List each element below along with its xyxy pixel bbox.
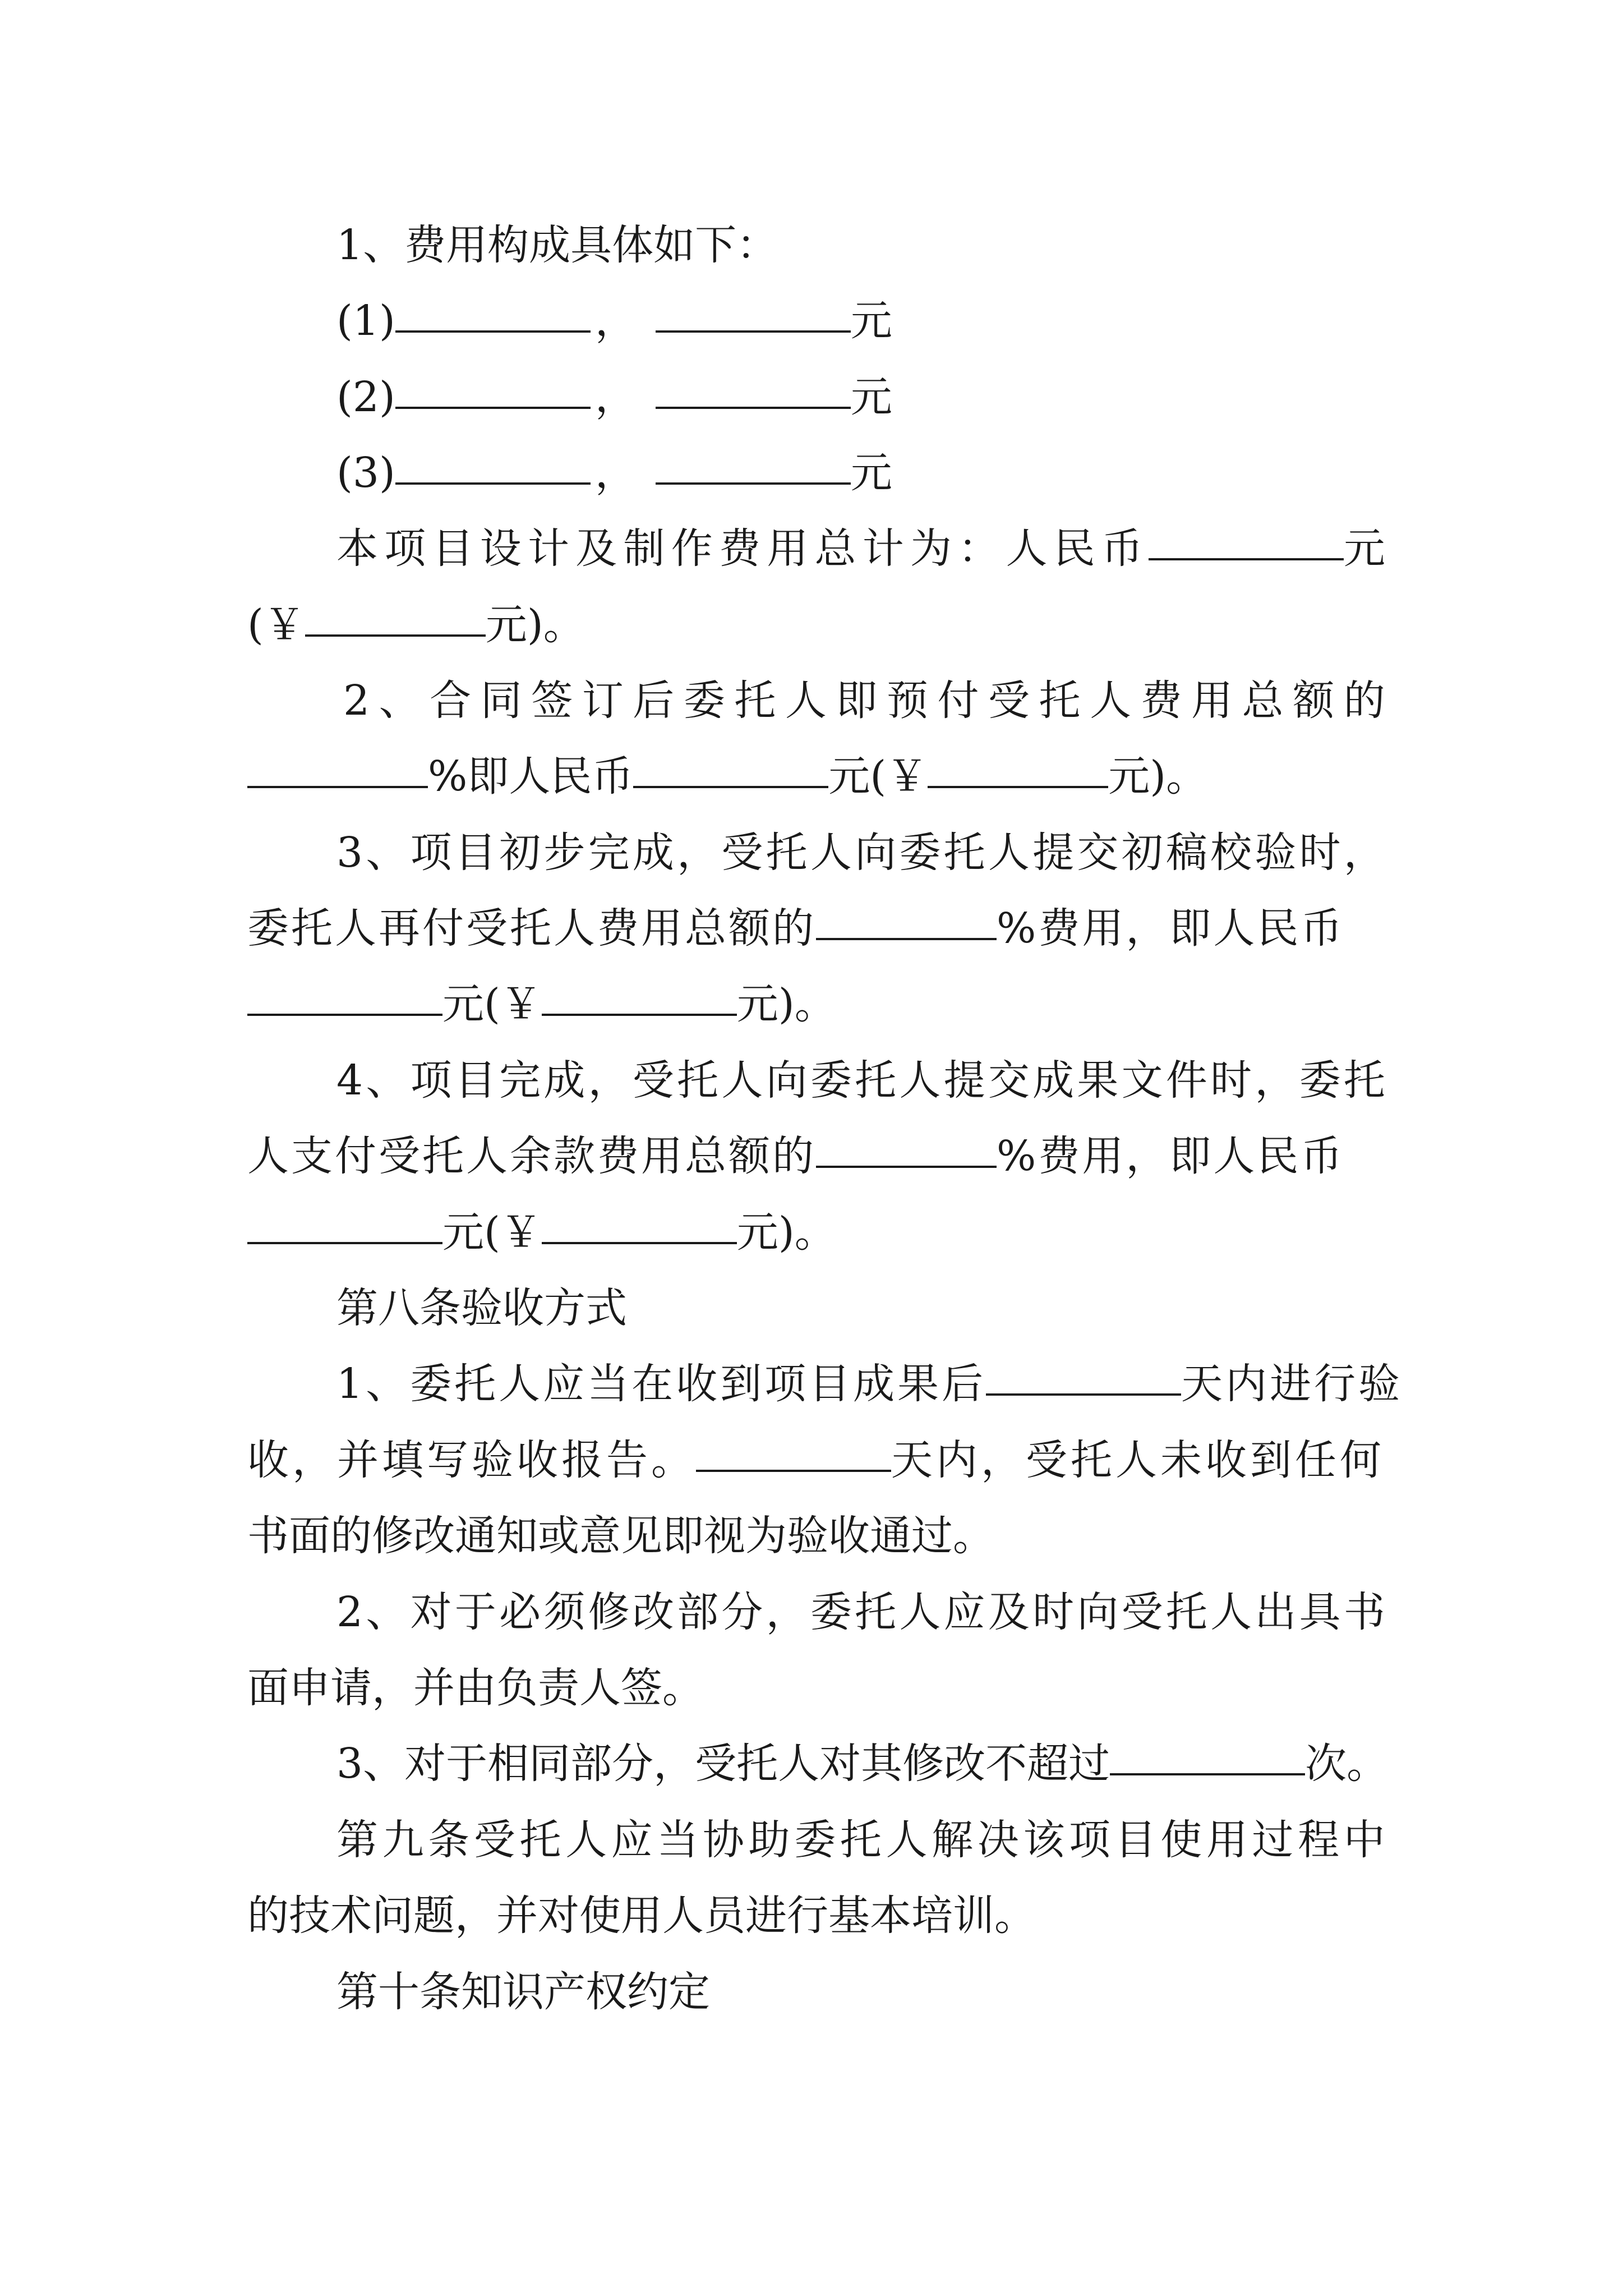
article-8-item-1-line-3: [247, 1511, 1386, 1561]
text-char: 托: [855, 1056, 897, 1105]
text-char: 人: [988, 829, 1030, 877]
text-char: 2: [336, 1588, 363, 1636]
fee-item-1-separator: ，: [594, 297, 637, 345]
text-char: 人: [565, 1816, 607, 1864]
text-char: 付: [937, 677, 979, 725]
text-char: 为: [910, 524, 952, 573]
clause-3-line-2: [247, 903, 1386, 954]
text-char: 委: [1299, 1056, 1341, 1105]
text-char: 向: [766, 1056, 808, 1105]
text-char: 即: [836, 677, 878, 725]
article-8-days-blank: [986, 1360, 1181, 1396]
text-char: 该: [1023, 1816, 1065, 1864]
text-char: 受: [1121, 1588, 1163, 1636]
clause-4-text: [336, 1055, 1385, 1106]
text-char: 改: [632, 1588, 674, 1636]
article-8-item-1-line-1: [336, 1359, 1475, 1409]
text-char: 提: [943, 1056, 985, 1105]
text-char: ，: [677, 829, 719, 877]
article-8-notice-days-blank: [696, 1436, 891, 1472]
clause-3-text: [336, 827, 1385, 878]
article-8-item-3-prefix: 3、对于相同部分，受托人对其修改不超过: [336, 1740, 1110, 1788]
fee-item-3-amount-blank: [656, 449, 851, 485]
clause-3-prefix: 委托人再付受托人费用总额的: [247, 904, 816, 953]
article-8-item-1-line-2: [247, 1435, 1386, 1485]
text-char: 向: [1077, 1588, 1119, 1636]
text-char: 委: [899, 829, 941, 877]
clause-2-percent-blank: [247, 752, 428, 788]
text-char: 出: [1255, 1588, 1297, 1636]
article-8-revision-count-blank: [1110, 1740, 1305, 1775]
fee-item-2-separator: ，: [594, 373, 637, 421]
text-char: 人: [886, 1816, 928, 1864]
text-char: 、: [379, 677, 421, 725]
fee-total-line: [336, 523, 1385, 574]
text-char: 书: [1343, 1588, 1385, 1636]
text-char: 对: [410, 1588, 452, 1636]
text-char: 托: [855, 1588, 897, 1636]
text-char: 受: [473, 1816, 515, 1864]
text-char: 后: [633, 677, 675, 725]
clause-3-end: 元)。: [736, 980, 836, 1028]
clause-3-amount-blank: [247, 980, 442, 1016]
article-8-item-1-line-2-prefix: 收，并填写验收报告。: [247, 1436, 696, 1484]
text-char: 须: [543, 1588, 585, 1636]
article-8-item-2-line-2: [247, 1663, 1386, 1713]
fee-item-1-name-blank: [395, 297, 591, 333]
text-char: 托: [677, 1056, 719, 1105]
clause-2-percent-rmb: %即人民币: [428, 752, 634, 800]
text-char: 受: [988, 677, 1030, 725]
article-8-item-2-text: [336, 1587, 1385, 1637]
text-char: 托: [519, 1816, 561, 1864]
text-char: 托: [734, 677, 776, 725]
text-char: ，: [766, 1588, 808, 1636]
fee-heading-text: 1、费用构成具体如下：: [336, 221, 778, 269]
text-char: 3: [336, 829, 363, 877]
text-char: 本: [336, 524, 378, 573]
text-char: 程: [1298, 1816, 1340, 1864]
clause-4-percent-blank: [816, 1132, 997, 1168]
text-char: 设: [479, 524, 522, 573]
text-char: 计: [862, 524, 904, 573]
clause-4-prefix: 人支付受托人余款费用总额的: [247, 1132, 816, 1180]
text-char: 民: [1053, 524, 1095, 573]
text-char: 人: [1210, 1588, 1252, 1636]
fee-total-amount: [1149, 523, 1385, 574]
text-char: 2: [343, 677, 370, 725]
clause-3-rmb-blank: [542, 980, 737, 1016]
text-char: 及: [988, 1588, 1030, 1636]
text-char: ，: [1255, 1056, 1297, 1105]
text-char: 同: [480, 677, 522, 725]
text-char: 果: [1077, 1056, 1119, 1105]
text-char: 4: [336, 1056, 363, 1105]
text-char: 稿: [1165, 829, 1207, 877]
text-char: 应: [943, 1588, 985, 1636]
text-char: 目: [454, 829, 496, 877]
article-9-text: [336, 1815, 1385, 1865]
clause-2-line-1: [343, 675, 1385, 726]
text-char: 成: [543, 1056, 585, 1105]
text-char: 项: [410, 1056, 452, 1105]
clause-3-line-1: [336, 827, 1385, 878]
text-char: 人: [1006, 524, 1048, 573]
text-char: 文: [1121, 1056, 1163, 1105]
text-char: 托: [766, 829, 808, 877]
text-char: 目: [432, 524, 474, 573]
clause-4-rmb-blank: [542, 1208, 737, 1244]
text-char: 总: [814, 524, 856, 573]
article-8-item-3: [336, 1738, 1475, 1789]
text-char: 项: [1069, 1816, 1110, 1864]
clause-4-yuan-rmb: 元(￥: [442, 1208, 542, 1257]
text-char: 九: [382, 1816, 424, 1864]
text-char: 用: [767, 524, 809, 573]
article-8-item-3-suffix: 次。: [1305, 1740, 1389, 1788]
fee-item-2: [336, 372, 1475, 422]
text-char: 完: [588, 829, 630, 877]
text-char: 步: [543, 829, 585, 877]
text-char: ，: [588, 1056, 630, 1105]
text-char: 中: [1343, 1816, 1385, 1864]
fee-item-1-number: (1): [336, 297, 395, 345]
text-char: 、: [366, 829, 408, 877]
article-8-item-2-line-2-text: 面申请，并由负责人签。: [247, 1664, 704, 1712]
fee-item-2-unit: 元: [850, 373, 892, 421]
text-char: 受: [721, 829, 763, 877]
text-char: 费: [1140, 677, 1182, 725]
text-char: 部: [677, 1588, 719, 1636]
text-char: 总: [1242, 677, 1284, 725]
article-8-item-1-line-2-suffix: 天内，受托人未收到任何: [891, 1436, 1385, 1484]
text-char: 时: [1032, 1588, 1075, 1636]
text-char: 校: [1210, 829, 1252, 877]
text-char: 分: [721, 1588, 763, 1636]
text-char: ：: [958, 524, 1000, 573]
text-char: 人: [810, 829, 852, 877]
fee-item-1-unit: 元: [850, 297, 892, 345]
text-char: 托: [1039, 677, 1081, 725]
clause-3-line-3: [247, 979, 1386, 1029]
text-char: 应: [611, 1816, 653, 1864]
text-char: ，: [1343, 829, 1385, 877]
text-char: 人: [785, 677, 827, 725]
text-char: 交: [988, 1056, 1030, 1105]
text-char: 时: [1299, 829, 1341, 877]
text-char: 过: [1252, 1816, 1294, 1864]
text-char: 用: [1206, 1816, 1248, 1864]
fee-total-rmb-suffix: 元)。: [485, 601, 585, 649]
text-char: 作: [671, 524, 713, 573]
text-char: 决: [977, 1816, 1019, 1864]
article-8-item-2-line-1: [336, 1587, 1385, 1637]
fee-item-3-unit: 元: [850, 449, 892, 497]
clause-3-yuan-rmb: 元(￥: [442, 980, 542, 1028]
text-char: 计: [528, 524, 569, 573]
text-char: 修: [588, 1588, 630, 1636]
article-9-line-2: [247, 1890, 1386, 1941]
text-char: 预: [886, 677, 928, 725]
text-char: 目: [454, 1056, 496, 1105]
fee-total-rmb-line: [247, 600, 1386, 650]
text-char: 件: [1165, 1056, 1207, 1105]
fee-item-3-separator: ，: [594, 449, 637, 497]
clause-4-line-2: [247, 1131, 1386, 1181]
text-char: 条: [428, 1816, 470, 1864]
text-char: 成: [632, 829, 674, 877]
clause-4-end: 元)。: [736, 1208, 836, 1257]
fee-item-3-number: (3): [336, 449, 395, 497]
clause-4-amount-blank: [247, 1208, 442, 1244]
fee-total-blank: [1149, 524, 1344, 560]
fee-item-2-number: (2): [336, 373, 395, 421]
text-char: 项: [410, 829, 452, 877]
text-char: 使: [1160, 1816, 1202, 1864]
article-8-item-1-prefix: 1、委托人应当在收到项目成果后: [336, 1360, 986, 1408]
fee-item-3-name-blank: [395, 449, 591, 485]
text-char: 委: [794, 1816, 836, 1864]
clause-2-suffix: 元)。: [1108, 752, 1208, 800]
fee-total-rmb-blank: [305, 601, 486, 637]
text-char: 委: [810, 1056, 852, 1105]
text-char: 合: [430, 677, 472, 725]
text-char: 托: [943, 829, 985, 877]
clause-2-text: [343, 675, 1385, 726]
text-char: 完: [499, 1056, 541, 1105]
text-char: 用: [1191, 677, 1233, 725]
text-char: 委: [683, 677, 725, 725]
text-char: 、: [366, 1588, 408, 1636]
clause-4-line-1: [336, 1055, 1385, 1106]
fee-total-rmb-prefix: (￥: [247, 601, 305, 649]
fee-heading: [336, 220, 1475, 270]
clause-4-suffix: %费用，即人民币: [997, 1132, 1345, 1180]
text-char: 提: [1032, 829, 1075, 877]
clause-3-percent-blank: [816, 904, 997, 940]
fee-item-2-name-blank: [395, 373, 591, 409]
text-char: 成: [1032, 1056, 1075, 1105]
text-char: 签: [531, 677, 573, 725]
text-char: 托: [1343, 1056, 1385, 1105]
text-char: 人: [1090, 677, 1132, 725]
text-char: 助: [748, 1816, 790, 1864]
text-char: 人: [899, 1588, 941, 1636]
text-char: 协: [703, 1816, 744, 1864]
article-8-item-1-suffix: 天内进行验: [1181, 1360, 1403, 1408]
text-char: 人: [899, 1056, 941, 1105]
text-char: 当: [657, 1816, 699, 1864]
text-char: 初: [1121, 829, 1163, 877]
article-9-line-1: [336, 1815, 1385, 1865]
text-char: 受: [632, 1056, 674, 1105]
text-char: 人: [721, 1056, 763, 1105]
text-char: 初: [499, 829, 541, 877]
text-char: 向: [855, 829, 897, 877]
text-char: 验: [1255, 829, 1297, 877]
text-char: 具: [1299, 1588, 1341, 1636]
text-char: 、: [366, 1056, 408, 1105]
clause-3-suffix: %费用，即人民币: [997, 904, 1345, 953]
text-char: 解: [932, 1816, 974, 1864]
fee-item-3: [336, 448, 1475, 498]
article-9-line-2-text: 的技术问题，并对使用人员进行基本培训。: [247, 1892, 1036, 1940]
text-char: 必: [499, 1588, 541, 1636]
clause-2-amount-blank: [633, 752, 828, 788]
text-char: 委: [810, 1588, 852, 1636]
fee-item-1-amount-blank: [656, 297, 851, 333]
clause-2-rmb-blank: [928, 752, 1108, 788]
text-char: 的: [1343, 677, 1385, 725]
text-char: 第: [336, 1816, 378, 1864]
article-10-heading: [336, 1967, 1475, 2017]
text-char: 时: [1210, 1056, 1252, 1105]
article-10-title: 第十条知识产权约定: [336, 1968, 710, 2016]
clause-2-yuan-rmb: 元(￥: [828, 752, 928, 800]
fee-item-2-amount-blank: [656, 373, 851, 409]
text-char: 制: [623, 524, 665, 573]
text-char: 订: [582, 677, 624, 725]
text-char: 费: [719, 524, 760, 573]
fee-item-1: [336, 296, 1475, 346]
clause-4-line-3: [247, 1207, 1386, 1258]
text-char: 托: [840, 1816, 882, 1864]
fee-total-text: [336, 523, 1143, 574]
text-char: 于: [454, 1588, 496, 1636]
article-8-heading: [336, 1283, 1475, 1333]
article-8-title: 第八条验收方式: [336, 1284, 627, 1332]
clause-2-line-2: [247, 751, 1386, 802]
text-char: 币: [1101, 524, 1143, 573]
text-char: 项: [384, 524, 426, 573]
text-char: 托: [1165, 1588, 1207, 1636]
text-char: 目: [1114, 1816, 1156, 1864]
text-char: 交: [1077, 829, 1119, 877]
text-char: 及: [575, 524, 617, 573]
text-char: 额: [1293, 677, 1335, 725]
article-8-item-1-line-3-text: 书面的修改通知或意见即视为验收通过。: [247, 1512, 994, 1560]
fee-total-unit: 元: [1344, 524, 1385, 573]
